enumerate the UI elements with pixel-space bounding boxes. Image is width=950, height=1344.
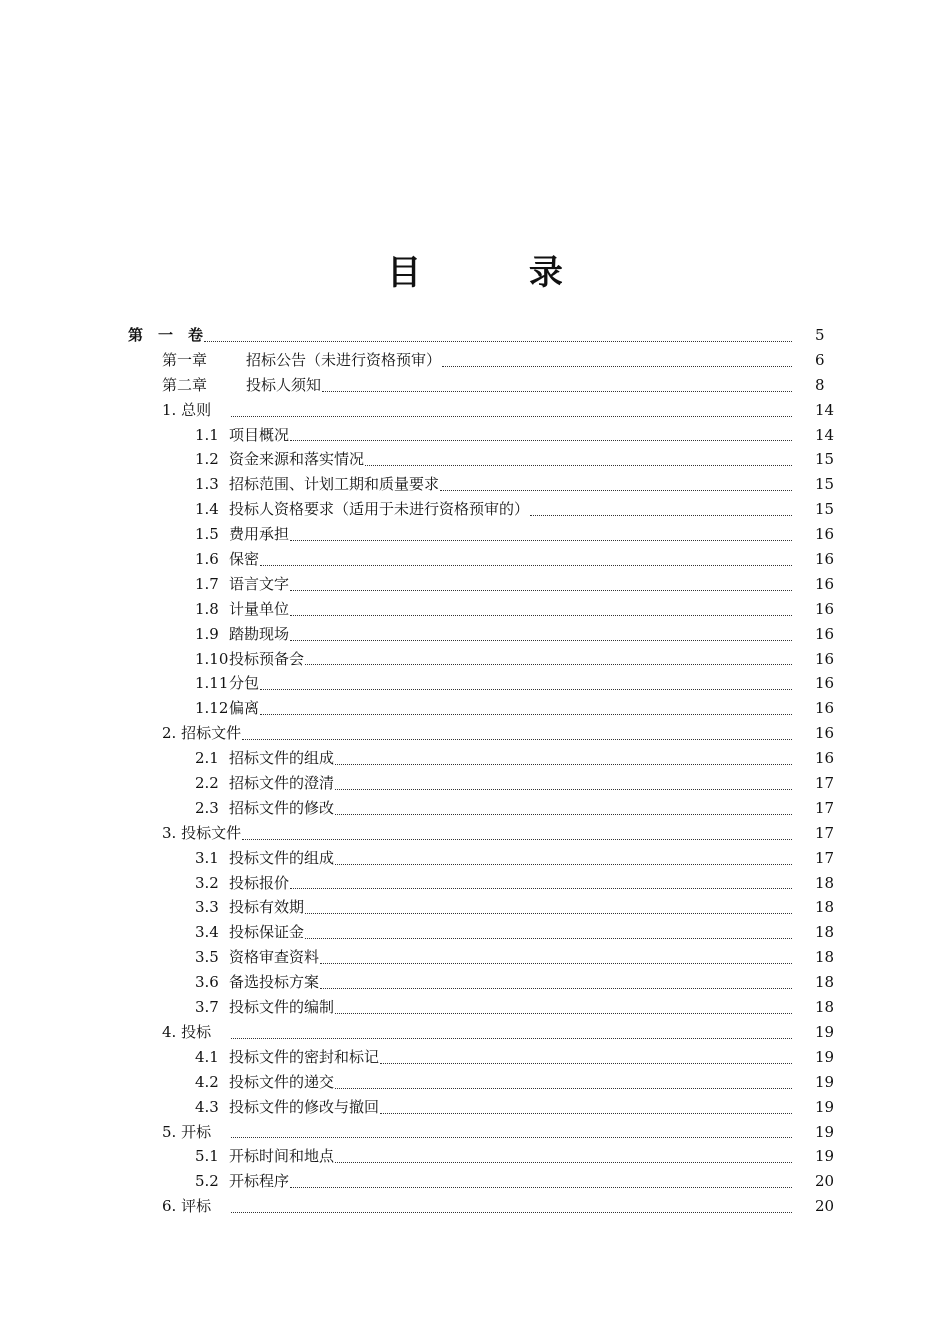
toc-entry[interactable] xyxy=(0,746,835,771)
toc-entry-title: 语言文字 xyxy=(229,574,290,593)
toc-page-number: 18 xyxy=(815,898,835,917)
toc-entry[interactable] xyxy=(0,1070,835,1095)
toc-dot-leader xyxy=(335,863,792,865)
toc-entry-title: 招标文件的澄清 xyxy=(229,774,335,793)
toc-page-number: 16 xyxy=(815,699,835,718)
toc-entry-number: 2.2 xyxy=(195,774,219,793)
toc-entry-number: 1.11 xyxy=(195,674,229,693)
toc-entry-title: 投标人资格要求（适用于未进行资格预审的） xyxy=(229,500,530,519)
toc-entry[interactable] xyxy=(0,547,835,572)
toc-entry[interactable] xyxy=(0,597,835,622)
toc-entry-title: 计量单位 xyxy=(229,599,290,618)
toc-entry-title: 投标文件的编制 xyxy=(229,998,335,1017)
toc-entry-title: 开标时间和地点 xyxy=(229,1147,335,1166)
toc-entry-title: 招标公告（未进行资格预审） xyxy=(246,350,442,369)
toc-dot-leader xyxy=(365,464,792,466)
toc-entry-number: 第二章 xyxy=(162,375,208,394)
toc-entry[interactable] xyxy=(0,323,825,348)
toc-entry[interactable] xyxy=(0,821,835,846)
toc-dot-leader xyxy=(231,1136,792,1138)
toc-page-number: 18 xyxy=(815,998,835,1017)
toc-page-number: 19 xyxy=(815,1147,835,1166)
toc-entry-title: 资金来源和落实情况 xyxy=(229,450,365,469)
toc-dot-leader xyxy=(290,1186,792,1188)
toc-page-number: 8 xyxy=(815,375,825,394)
toc-page-number: 16 xyxy=(815,624,835,643)
toc-entry-number: 3.4 xyxy=(195,923,219,942)
toc-page-number: 16 xyxy=(815,749,835,768)
toc-dot-leader xyxy=(440,489,792,491)
table-of-contents xyxy=(0,323,950,1219)
toc-page-number: 20 xyxy=(815,1172,835,1191)
toc-page-number: 19 xyxy=(815,1047,835,1066)
toc-dot-leader xyxy=(204,340,792,342)
toc-dot-leader xyxy=(290,639,792,641)
toc-dot-leader xyxy=(260,564,792,566)
toc-page-number: 15 xyxy=(815,500,835,519)
toc-entry[interactable] xyxy=(0,696,835,721)
toc-entry[interactable] xyxy=(0,995,835,1020)
toc-entry-number: 1.9 xyxy=(195,624,219,643)
toc-entry[interactable] xyxy=(0,771,835,796)
toc-entry-number: 4.1 xyxy=(195,1047,219,1066)
toc-dot-leader xyxy=(290,614,792,616)
toc-entry-number: 4.3 xyxy=(195,1097,219,1116)
toc-dot-leader xyxy=(335,763,792,765)
toc-entry-number: 1.10 xyxy=(195,649,229,668)
toc-entry-title: 投标文件的组成 xyxy=(229,848,335,867)
toc-entry-number: 1.12 xyxy=(195,699,229,718)
toc-page-number: 15 xyxy=(815,475,835,494)
toc-entry[interactable] xyxy=(0,871,835,896)
toc-dot-leader xyxy=(290,589,792,591)
toc-dot-leader xyxy=(231,1211,792,1213)
toc-dot-leader xyxy=(231,415,792,417)
toc-page-number: 17 xyxy=(815,848,835,867)
toc-dot-leader xyxy=(320,987,792,989)
toc-entry-title: 投标人须知 xyxy=(246,375,322,394)
toc-entry-number: 3. 投标文件 xyxy=(162,823,242,842)
toc-entry-title: 招标范围、计划工期和质量要求 xyxy=(229,475,440,494)
toc-entry[interactable] xyxy=(0,895,835,920)
toc-entry-title: 资格审查资料 xyxy=(229,948,320,967)
toc-entry[interactable] xyxy=(0,1144,835,1169)
toc-dot-leader xyxy=(260,688,792,690)
toc-entry-number: 3.3 xyxy=(195,898,219,917)
toc-entry[interactable] xyxy=(0,373,825,398)
toc-page-number: 19 xyxy=(815,1097,835,1116)
toc-page-number: 18 xyxy=(815,923,835,942)
toc-dot-leader xyxy=(305,937,792,939)
toc-page-number: 20 xyxy=(815,1197,835,1216)
toc-entry-title: 踏勘现场 xyxy=(229,624,290,643)
toc-entry[interactable] xyxy=(0,522,835,547)
toc-entry[interactable] xyxy=(0,647,835,672)
toc-entry-number: 3.7 xyxy=(195,998,219,1017)
toc-entry[interactable] xyxy=(0,1095,835,1120)
toc-entry-number: 4. 投标 xyxy=(162,1022,212,1041)
toc-entry-title: 开标程序 xyxy=(229,1172,290,1191)
toc-entry-number: 1.5 xyxy=(195,525,219,544)
toc-entry-number: 1. 总则 xyxy=(162,400,212,419)
toc-entry[interactable] xyxy=(0,945,835,970)
toc-dot-leader xyxy=(442,365,792,367)
toc-page-number: 16 xyxy=(815,649,835,668)
toc-entry[interactable] xyxy=(0,398,835,423)
toc-dot-leader xyxy=(260,713,792,715)
toc-entry-title: 投标文件的修改与撤回 xyxy=(229,1097,380,1116)
toc-dot-leader xyxy=(322,390,792,392)
toc-dot-leader xyxy=(290,539,792,541)
toc-entry-title: 项目概况 xyxy=(229,425,290,444)
toc-entry-title: 投标文件的密封和标记 xyxy=(229,1047,380,1066)
toc-page-number: 17 xyxy=(815,823,835,842)
toc-page-number: 16 xyxy=(815,599,835,618)
toc-entry-number: 1.6 xyxy=(195,550,219,569)
toc-entry[interactable] xyxy=(0,572,835,597)
toc-page-number: 16 xyxy=(815,550,835,569)
toc-entry-title: 偏离 xyxy=(229,699,260,718)
toc-entry-title: 投标预备会 xyxy=(229,649,305,668)
toc-page-number: 18 xyxy=(815,873,835,892)
toc-entry-number: 1.1 xyxy=(195,425,219,444)
toc-entry-number: 1.8 xyxy=(195,599,219,618)
toc-page-number: 17 xyxy=(815,774,835,793)
toc-entry[interactable] xyxy=(0,1045,835,1070)
toc-entry[interactable] xyxy=(0,1020,835,1045)
toc-entry-title: 备选投标方案 xyxy=(229,973,320,992)
toc-entry-title: 投标文件的递交 xyxy=(229,1072,335,1091)
toc-entry-number: 5.2 xyxy=(195,1172,219,1191)
toc-entry[interactable] xyxy=(0,671,835,696)
toc-dot-leader xyxy=(320,962,792,964)
toc-entry[interactable] xyxy=(0,348,825,373)
toc-entry[interactable] xyxy=(0,1194,835,1219)
toc-entry-number: 2. 招标文件 xyxy=(162,724,242,743)
toc-entry-title: 费用承担 xyxy=(229,525,290,544)
toc-dot-leader xyxy=(290,439,792,441)
toc-entry-number: 1.7 xyxy=(195,574,219,593)
toc-dot-leader xyxy=(290,887,792,889)
toc-entry-number: 3.5 xyxy=(195,948,219,967)
toc-entry-number: 2.3 xyxy=(195,798,219,817)
toc-page-number: 16 xyxy=(815,724,835,743)
toc-page-number: 16 xyxy=(815,674,835,693)
toc-entry-number: 3.1 xyxy=(195,848,219,867)
toc-entry[interactable] xyxy=(0,1169,835,1194)
toc-entry[interactable] xyxy=(0,920,835,945)
toc-dot-leader xyxy=(242,838,792,840)
toc-entry-title: 分包 xyxy=(229,674,260,693)
toc-page-number: 17 xyxy=(815,798,835,817)
toc-entry[interactable] xyxy=(0,846,835,871)
toc-entry-title: 招标文件的组成 xyxy=(229,749,335,768)
toc-dot-leader xyxy=(335,1012,792,1014)
toc-page-number: 16 xyxy=(815,525,835,544)
toc-entry-number: 4.2 xyxy=(195,1072,219,1091)
toc-entry-number: 3.6 xyxy=(195,973,219,992)
toc-entry[interactable] xyxy=(0,796,835,821)
toc-page-number: 18 xyxy=(815,948,835,967)
toc-entry-title: 投标保证金 xyxy=(229,923,305,942)
toc-entry-number: 第一章 xyxy=(162,350,208,369)
toc-entry-number: 1.3 xyxy=(195,475,219,494)
toc-dot-leader xyxy=(231,1037,792,1039)
toc-entry-number: 2.1 xyxy=(195,749,219,768)
toc-entry[interactable] xyxy=(0,472,835,497)
toc-entry-number: 5. 开标 xyxy=(162,1122,212,1141)
toc-entry-number: 1.4 xyxy=(195,500,219,519)
toc-entry-title: 投标有效期 xyxy=(229,898,305,917)
toc-page-number: 16 xyxy=(815,574,835,593)
toc-entry[interactable] xyxy=(0,447,835,472)
toc-entry[interactable] xyxy=(0,1120,835,1145)
toc-entry[interactable] xyxy=(0,423,835,448)
toc-dot-leader xyxy=(305,912,792,914)
toc-dot-leader xyxy=(380,1062,792,1064)
toc-page-number: 19 xyxy=(815,1022,835,1041)
toc-dot-leader xyxy=(380,1112,792,1114)
toc-dot-leader xyxy=(335,788,792,790)
toc-page-number: 15 xyxy=(815,450,835,469)
page-title: 目 录 xyxy=(387,253,611,293)
toc-dot-leader xyxy=(305,663,792,665)
toc-dot-leader xyxy=(242,738,792,740)
toc-dot-leader xyxy=(335,1087,792,1089)
toc-entry-number: 5.1 xyxy=(195,1147,219,1166)
toc-entry-number: 1.2 xyxy=(195,450,219,469)
toc-entry-number: 6. 评标 xyxy=(162,1197,212,1216)
toc-entry-title: 投标报价 xyxy=(229,873,290,892)
toc-dot-leader xyxy=(335,813,792,815)
toc-entry-number: 3.2 xyxy=(195,873,219,892)
toc-page-number: 19 xyxy=(815,1072,835,1091)
toc-entry-title: 保密 xyxy=(229,550,260,569)
toc-page-number: 14 xyxy=(815,400,835,419)
toc-entry[interactable] xyxy=(0,970,835,995)
toc-page-number: 6 xyxy=(815,350,825,369)
toc-page-number: 14 xyxy=(815,425,835,444)
toc-entry[interactable] xyxy=(0,497,835,522)
toc-dot-leader xyxy=(335,1161,792,1163)
toc-entry-title: 第 一 卷 xyxy=(128,326,204,344)
toc-entry-title: 招标文件的修改 xyxy=(229,798,335,817)
toc-entry[interactable] xyxy=(0,622,835,647)
toc-dot-leader xyxy=(530,514,792,516)
toc-page-number: 18 xyxy=(815,973,835,992)
toc-page-number: 19 xyxy=(815,1122,835,1141)
toc-page-number: 5 xyxy=(815,326,825,344)
toc-entry[interactable] xyxy=(0,721,835,746)
